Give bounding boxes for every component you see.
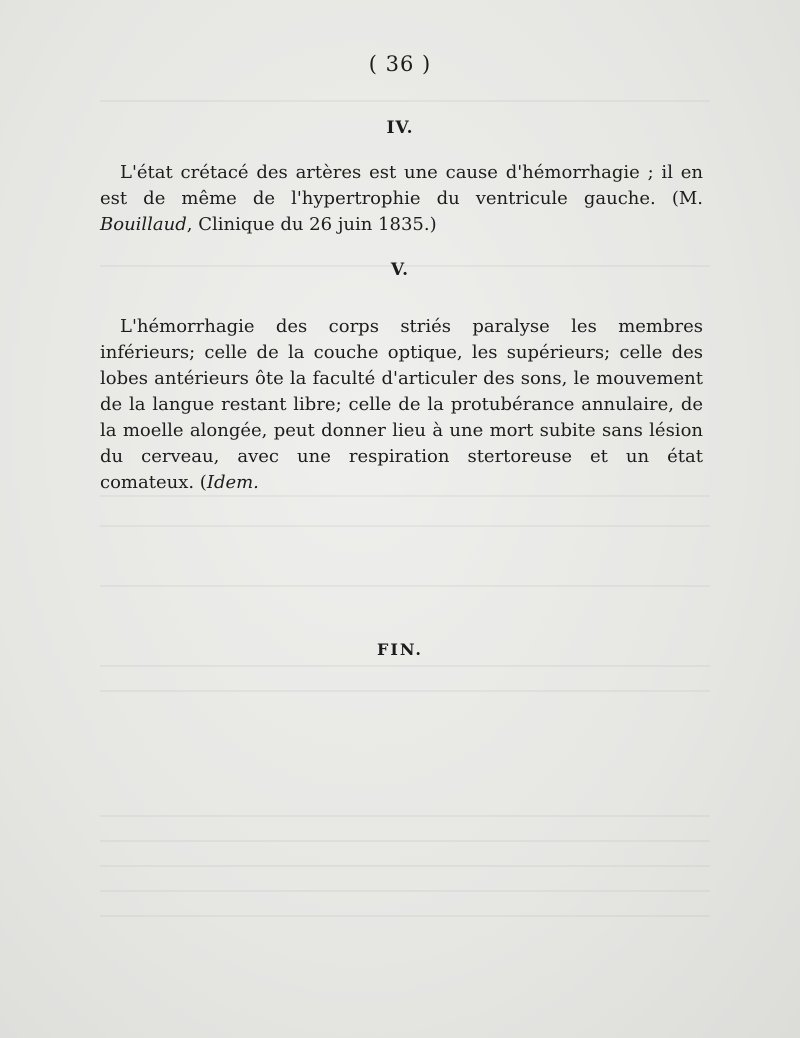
page-number: ( 36 ) — [368, 52, 432, 76]
closing-word: FIN. — [376, 640, 423, 659]
paragraph-text: L'état crétacé des artères est une cause d'hémorrhagie ; il en est de même de l'hypertrophie du ventricule gauche. (M. — [100, 162, 703, 209]
bleed-through-line — [100, 665, 710, 667]
bleed-through-line — [100, 525, 710, 527]
section-paragraph-iv — [100, 160, 703, 238]
bleed-through-line — [100, 840, 710, 842]
author-name: Bouillaud — [100, 214, 187, 235]
paragraph-text: , Clinique du 26 juin 1835.) — [186, 214, 437, 235]
bleed-through-line — [100, 815, 710, 817]
section-heading-v: V. — [390, 260, 410, 280]
bleed-through-line — [100, 915, 710, 917]
bleed-through-line — [100, 890, 710, 892]
bleed-through-line — [100, 865, 710, 867]
section-paragraph-v — [100, 314, 703, 496]
author-name: Idem. — [206, 472, 259, 493]
bleed-through-line — [100, 100, 710, 102]
bleed-through-line — [100, 690, 710, 692]
paragraph-text: L'hémorrhagie des corps striés paralyse les membres inférieurs; celle de la couche optique, les supérieurs; celle des lobes antérieurs ôte la faculté d'articuler des sons, le mouvement de la langue restant libre; celle de la protubérance annulaire, de la moelle alongée, peut donner lieu à une mort subite sans lésion du cerveau, avec une respiration stertoreuse et un état comateux. ( — [100, 316, 703, 493]
section-heading-iv: IV. — [386, 118, 414, 138]
bleed-through-line — [100, 585, 710, 587]
